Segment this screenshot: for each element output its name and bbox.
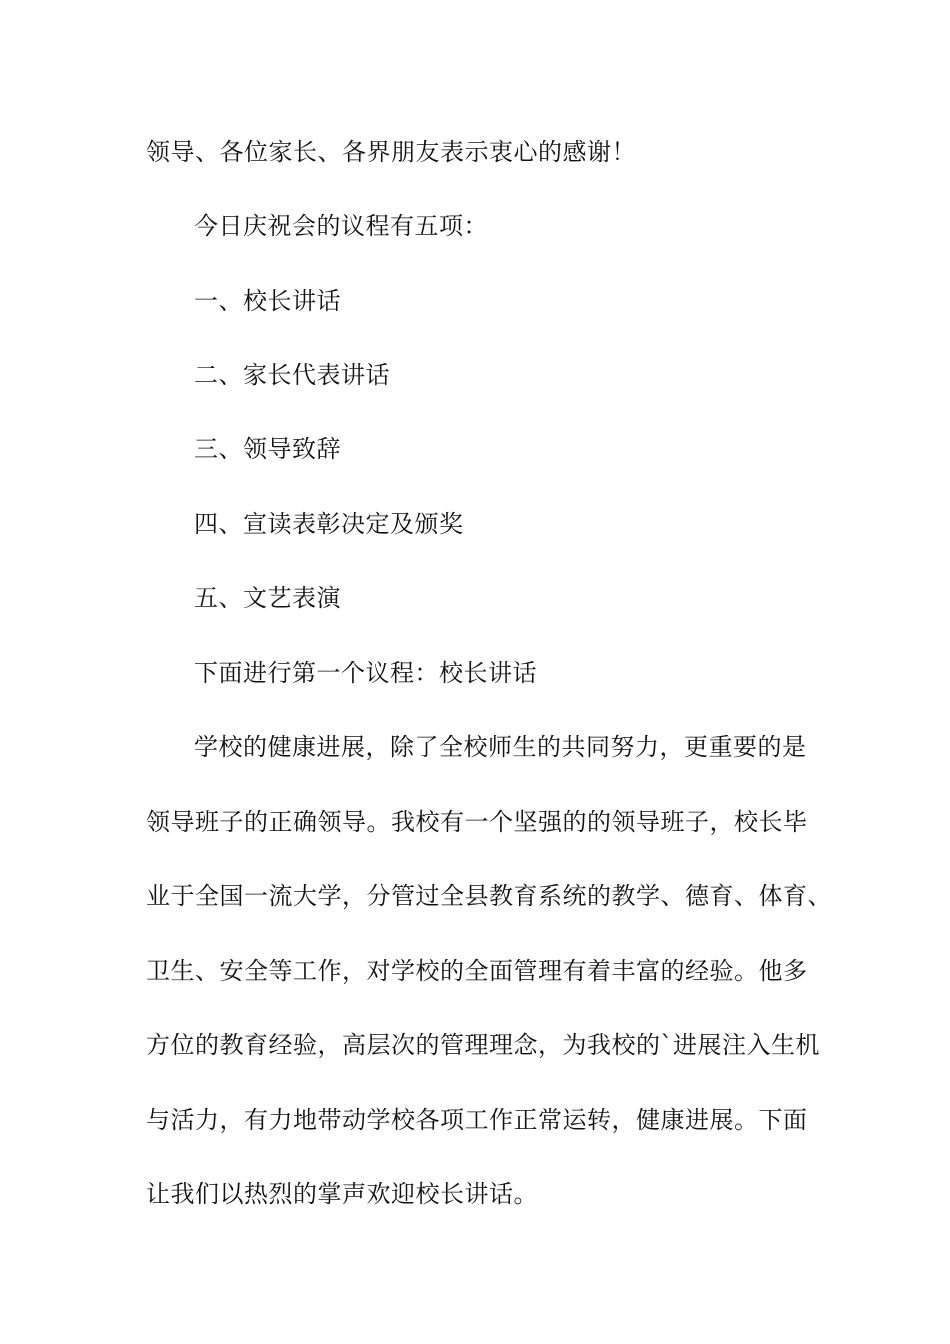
agenda-item-5: 五、文艺表演 (194, 584, 341, 612)
paragraph-line: 领导、各位家长、各界朋友表示衷心的感谢！ (146, 138, 636, 166)
agenda-item-4: 四、宣读表彰决定及颁奖 (194, 510, 464, 538)
paragraph-line: 与活力，有力地带动学校各项工作正常运转，健康进展。下面 (146, 1106, 808, 1134)
paragraph-line: 让我们以热烈的掌声欢迎校长讲话。 (146, 1180, 538, 1208)
agenda-item-2: 二、家长代表讲话 (194, 361, 390, 389)
first-agenda-heading: 下面进行第一个议程：校长讲话 (194, 659, 537, 687)
paragraph-line: 业于全国一流大学，分管过全县教育系统的教学、德育、体育、 (146, 882, 832, 910)
agenda-item-3: 三、领导致辞 (194, 435, 341, 463)
paragraph-line: 学校的健康进展，除了全校师生的共同努力，更重要的是 (194, 733, 807, 761)
paragraph-line: 卫生、安全等工作，对学校的全面管理有着丰富的经验。他多 (146, 957, 808, 985)
paragraph-line: 方位的教育经验，高层次的管理理念，为我校的`进展注入生机 (146, 1031, 820, 1059)
agenda-item-1: 一、校长讲话 (194, 287, 341, 315)
agenda-intro: 今日庆祝会的议程有五项： (194, 212, 488, 240)
paragraph-line: 领导班子的正确领导。我校有一个坚强的的领导班子，校长毕 (146, 808, 808, 836)
